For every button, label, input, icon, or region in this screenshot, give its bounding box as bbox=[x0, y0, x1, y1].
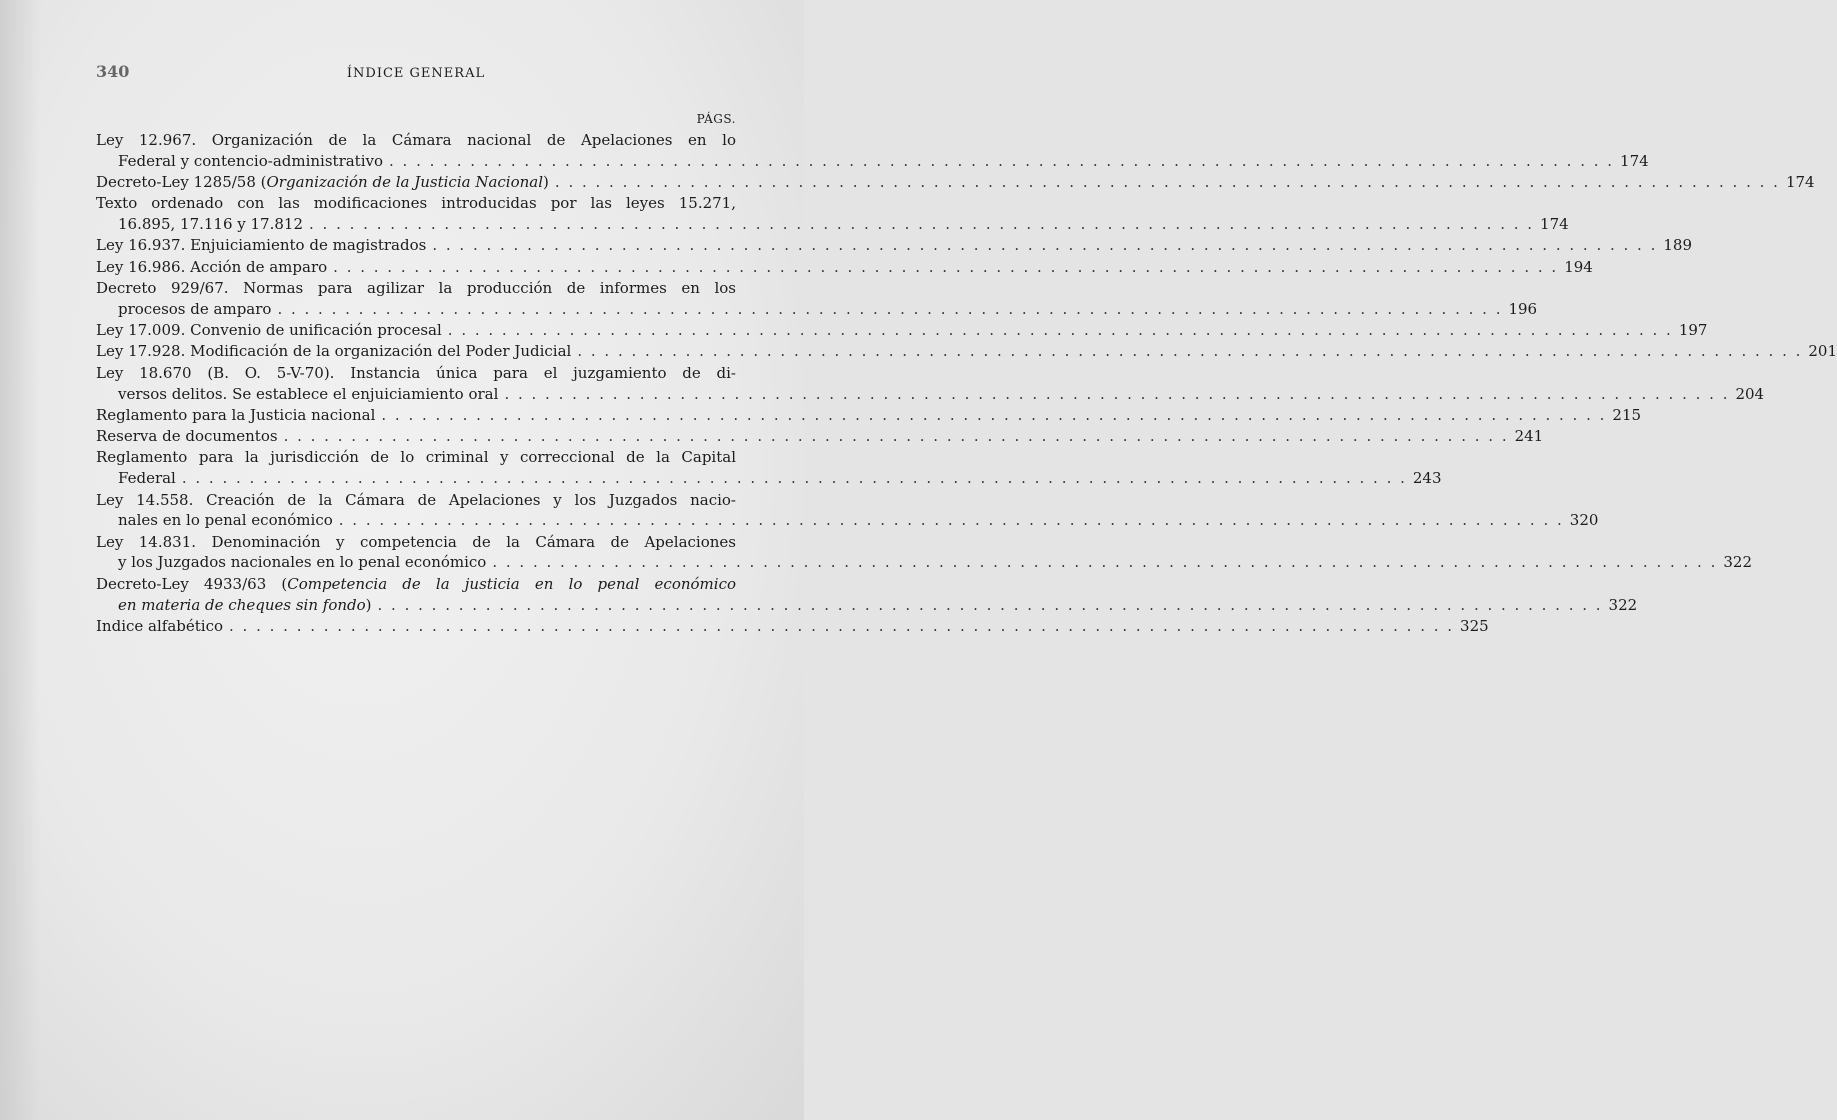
toc-entry-title: Reserva de documentos bbox=[96, 427, 278, 446]
toc-entry-leader-line bbox=[96, 151, 1649, 172]
toc-entry-leader-line bbox=[96, 257, 1593, 278]
toc-entry-title: Ley 17.009. Convenio de unificación procesal bbox=[96, 321, 442, 340]
toc-page-number: 241 bbox=[1514, 427, 1544, 446]
dot-leader bbox=[229, 617, 1454, 635]
toc-entry-title: Federal y contencio-administrativo bbox=[118, 151, 384, 170]
toc-entry-title: Indice alfabético bbox=[96, 616, 224, 635]
toc-page-number: 194 bbox=[1564, 257, 1593, 276]
toc-entry-text: Reglamento para la jurisdicción de lo criminal y correccional de la Capital bbox=[96, 448, 736, 467]
dot-leader bbox=[555, 173, 1780, 191]
toc-entry-title: y los Juzgados nacionales en lo penal económico bbox=[118, 553, 487, 572]
toc-entry-title: Federal bbox=[118, 469, 176, 488]
toc-entry-leader-line bbox=[96, 616, 1489, 637]
toc-entry-leader-line bbox=[96, 405, 1642, 426]
toc-entry-text: Ley 18.670 (B. O. 5-V-70). Instancia única para el juzgamiento de di- bbox=[96, 363, 736, 382]
toc-entry-text: Decreto 929/67. Normas para agilizar la producción de informes en los bbox=[96, 279, 736, 298]
dot-leader bbox=[284, 427, 1509, 445]
page-header bbox=[96, 62, 736, 86]
toc-entry bbox=[96, 278, 1538, 320]
toc-entry bbox=[96, 320, 1708, 341]
toc-entry-title: Decreto-Ley 1285/58 (Organización de la Justicia Nacional) bbox=[96, 173, 549, 192]
running-title: ÍNDICE GENERAL bbox=[346, 66, 486, 81]
toc-entry bbox=[96, 532, 1753, 574]
toc-entry bbox=[96, 172, 1815, 193]
toc-entry-leader-line bbox=[96, 384, 1765, 405]
dot-leader bbox=[504, 385, 1729, 403]
dot-leader bbox=[182, 469, 1407, 487]
dot-leader bbox=[277, 300, 1502, 318]
toc-entry bbox=[96, 235, 1693, 256]
toc-entry-leader-line bbox=[96, 468, 1442, 489]
dot-leader bbox=[378, 596, 1603, 614]
toc-entry-text: Ley 12.967. Organización de la Cámara nacional de Apelaciones en lo bbox=[96, 131, 736, 149]
toc-entry-title: Ley 16.986. Acción de amparo bbox=[96, 257, 328, 276]
dot-leader bbox=[432, 236, 1657, 254]
toc-entry bbox=[96, 426, 1544, 447]
toc-entry bbox=[96, 363, 1765, 405]
toc-entry-title: nales en lo penal económico bbox=[118, 511, 333, 530]
toc-page-number: 325 bbox=[1460, 616, 1489, 635]
toc-entry-title: Ley 17.928. Modificación de la organización del Poder Judicial bbox=[96, 342, 572, 361]
toc-entry-text: Ley 14.558. Creación de la Cámara de Apelaciones y los Juzgados nacio- bbox=[96, 490, 736, 509]
toc-entry bbox=[96, 447, 1442, 489]
toc-page-number: 215 bbox=[1612, 405, 1642, 424]
toc-entry-title: Reglamento para la Justicia nacional bbox=[96, 405, 376, 424]
dot-leader bbox=[448, 321, 1673, 339]
toc-page-number: 204 bbox=[1735, 384, 1765, 403]
dot-leader bbox=[492, 553, 1717, 571]
toc-entry-text: Decreto-Ley 4933/63 (Competencia de la justicia en lo penal económico bbox=[96, 574, 736, 593]
toc-entry-leader-line bbox=[96, 299, 1538, 320]
toc-page-number: 322 bbox=[1723, 553, 1753, 572]
toc-page-number: 197 bbox=[1678, 321, 1708, 340]
dot-leader bbox=[339, 511, 1564, 529]
toc-entry-leader-line bbox=[96, 320, 1708, 341]
toc-entry bbox=[96, 130, 1649, 172]
dot-leader bbox=[389, 152, 1614, 170]
toc-entry-title: 16.895, 17.116 y 17.812 bbox=[118, 215, 304, 234]
toc-page-number: 174 bbox=[1540, 215, 1569, 234]
page-number: 340 bbox=[96, 62, 130, 81]
toc-entry-leader-line bbox=[96, 426, 1544, 447]
toc-entry-title: Ley 16.937. Enjuiciamiento de magistrados bbox=[96, 236, 427, 255]
toc-entry-leader-line bbox=[96, 235, 1693, 256]
toc-page-number: 174 bbox=[1785, 173, 1815, 192]
toc-page-number: 196 bbox=[1508, 299, 1538, 318]
toc-page-number: 320 bbox=[1569, 511, 1599, 530]
toc-page-number: 201 bbox=[1808, 342, 1837, 361]
pages-column-label: PÁGS. bbox=[696, 112, 736, 126]
toc-page-number: 243 bbox=[1412, 469, 1442, 488]
toc-entry-text: Texto ordenado con las modificaciones introducidas por las leyes 15.271, bbox=[96, 194, 736, 213]
toc-entry-leader-line bbox=[96, 552, 1753, 573]
dot-leader bbox=[333, 258, 1558, 276]
toc-entry bbox=[96, 257, 1593, 278]
toc-entry-title: procesos de amparo bbox=[118, 299, 272, 318]
toc-entry-leader-line bbox=[96, 510, 1599, 531]
toc-entry bbox=[96, 490, 1599, 532]
toc-entry-text: Ley 14.831. Denominación y competencia de la Cámara de Apelaciones bbox=[96, 532, 736, 551]
toc-entry bbox=[96, 616, 1489, 637]
toc-entry-leader-line bbox=[96, 341, 1837, 362]
toc-entry bbox=[96, 193, 1569, 235]
toc-entry bbox=[96, 574, 1638, 616]
dot-leader bbox=[577, 342, 1802, 360]
toc-entry bbox=[96, 405, 1642, 426]
toc-page-number: 189 bbox=[1663, 236, 1693, 255]
toc-entry-title: versos delitos. Se establece el enjuiciamiento oral bbox=[118, 384, 499, 403]
dot-leader bbox=[381, 406, 1606, 424]
toc-entry-leader-line bbox=[96, 595, 1638, 616]
toc-entry bbox=[96, 341, 1837, 362]
toc-page-number: 322 bbox=[1608, 595, 1638, 614]
toc-entry-title: en materia de cheques sin fondo) bbox=[118, 595, 372, 614]
table-of-contents bbox=[96, 130, 1837, 637]
toc-entry-leader-line bbox=[96, 172, 1815, 193]
dot-leader bbox=[309, 215, 1534, 233]
toc-entry-leader-line bbox=[96, 214, 1569, 235]
toc-page-number: 174 bbox=[1620, 151, 1649, 170]
